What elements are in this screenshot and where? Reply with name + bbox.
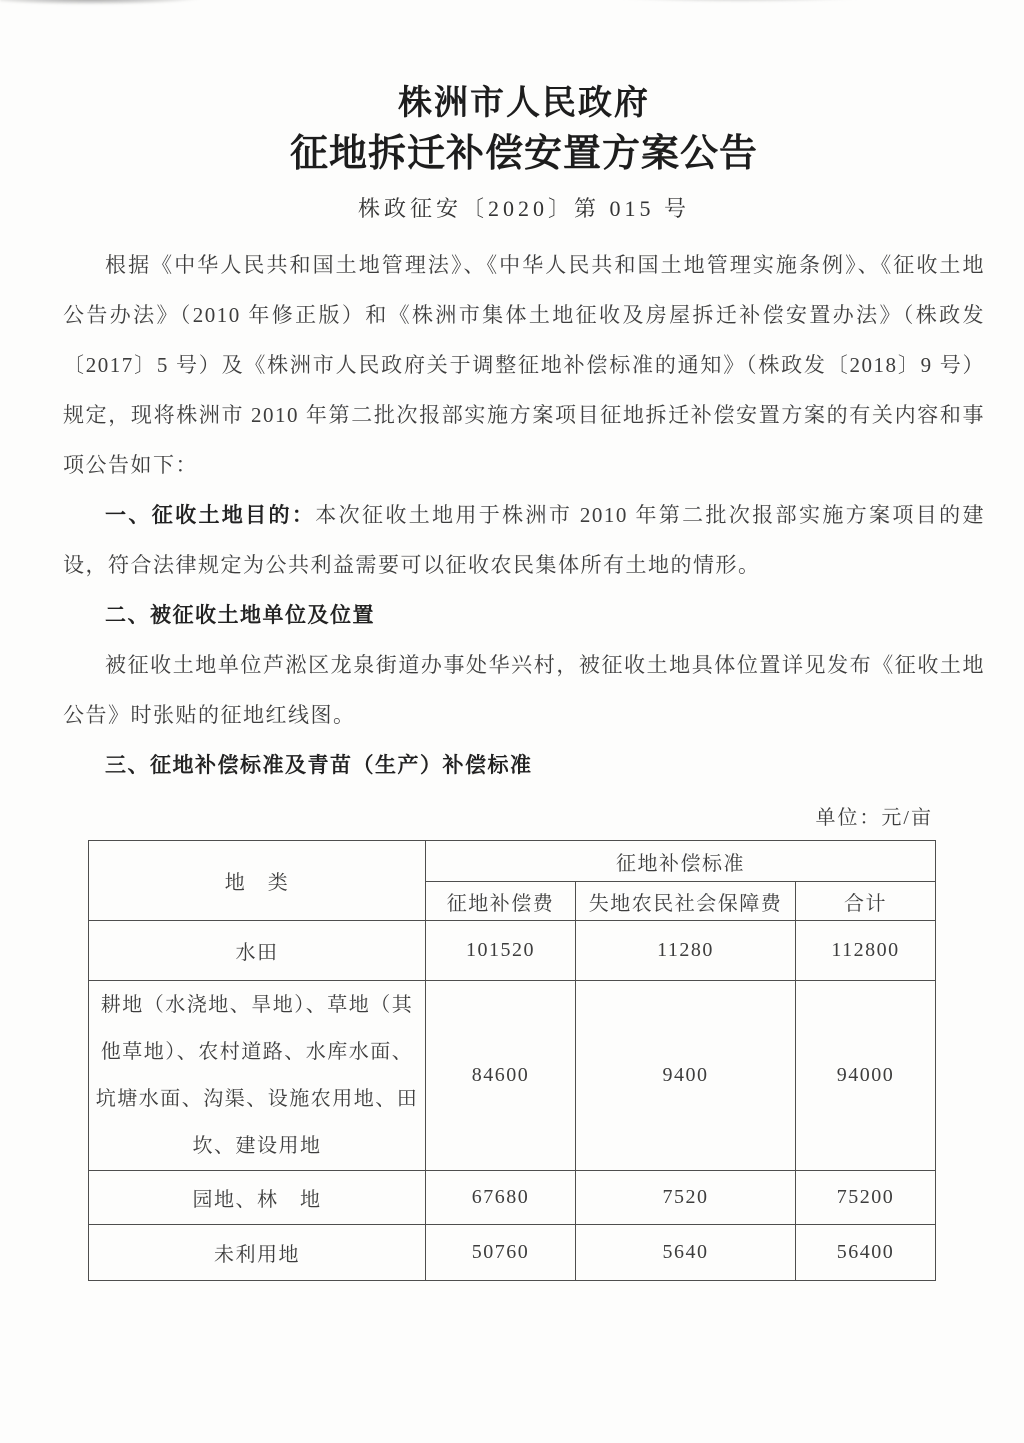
intro-paragraph: 根据《中华人民共和国土地管理法》、《中华人民共和国土地管理实施条例》、《征收土地公告办法》（2010 年修正版）和《株洲市集体土地征收及房屋拆迁补偿安置办法》（株政发〔2017〕5 号）及《株洲市人民政府关于调整征地补偿标准的通知》（株政发〔2018〕9 号）规定，现将株洲市 2010 年第二批次报部实施方案项目征地拆迁补偿安置方案的有关内容和事项公告如下：: [63, 253, 985, 477]
land-type-cell: 水田: [89, 921, 426, 981]
land-type-cell: 园地、林 地: [89, 1171, 426, 1225]
table-row-garden-forest-land: [89, 1171, 936, 1225]
compensation-standards-table: [88, 840, 936, 1281]
comp-fee-cell: 84600: [426, 981, 576, 1171]
section-3-heading: 三、征地补偿标准及青苗（生产）补偿标准: [105, 753, 533, 777]
table-row-cultivated-land: [89, 981, 936, 1171]
comp-fee-cell: 67680: [426, 1171, 576, 1225]
section-2-paragraph: 被征收土地单位芦淞区龙泉街道办事处华兴村，被征收土地具体位置详见发布《征收土地公告》时张贴的征地红线图。: [63, 653, 985, 727]
social-security-cell: 5640: [576, 1225, 796, 1281]
total-cell: 75200: [796, 1171, 936, 1225]
issuer-title: 株洲市人民政府: [398, 85, 650, 122]
social-security-cell: 9400: [576, 981, 796, 1171]
social-security-cell: 11280: [576, 921, 796, 981]
section-1-paragraph: [63, 490, 985, 590]
comp-fee-cell: 50760: [426, 1225, 576, 1281]
total-cell: 56400: [796, 1225, 936, 1281]
section-2-heading: 二、被征收土地单位及位置: [105, 603, 375, 627]
header-land-type: 地 类: [89, 841, 426, 921]
table-unit-note: 单位：元/亩: [815, 807, 933, 829]
header-total: 合计: [796, 882, 936, 921]
document-number: 株政征安〔2020〕第 015 号: [357, 196, 690, 221]
section-1-text: 本次征收土地用于株洲市 2010 年第二批次报部实施方案项目的建设，符合法律规定为公共利益需要可以征收农民集体所有土地的情形。: [63, 503, 985, 577]
table-row-unused-land: [89, 1225, 936, 1281]
total-cell: 112800: [796, 921, 936, 981]
social-security-cell: 7520: [576, 1171, 796, 1225]
announcement-title: 征地拆迁补偿安置方案公告: [289, 133, 758, 175]
table-header-row-1: [89, 841, 936, 882]
total-cell: 94000: [796, 981, 936, 1171]
section-1-label: 一、征收土地目的：: [105, 503, 316, 527]
table-row-paddy-field: [89, 921, 936, 981]
comp-fee-cell: 101520: [426, 921, 576, 981]
header-social-security: 失地农民社会保障费: [576, 882, 796, 921]
header-comp-fee: 征地补偿费: [426, 882, 576, 921]
header-compensation-group: 征地补偿标准: [426, 841, 936, 882]
document-body: [63, 240, 985, 790]
land-type-cell: 耕地（水浇地、旱地）、草地（其他草地）、农村道路、水库水面、坑塘水面、沟渠、设施农用地、田坎、建设用地: [89, 981, 426, 1171]
land-type-cell: 未利用地: [89, 1225, 426, 1281]
document-title-block: [63, 0, 985, 178]
